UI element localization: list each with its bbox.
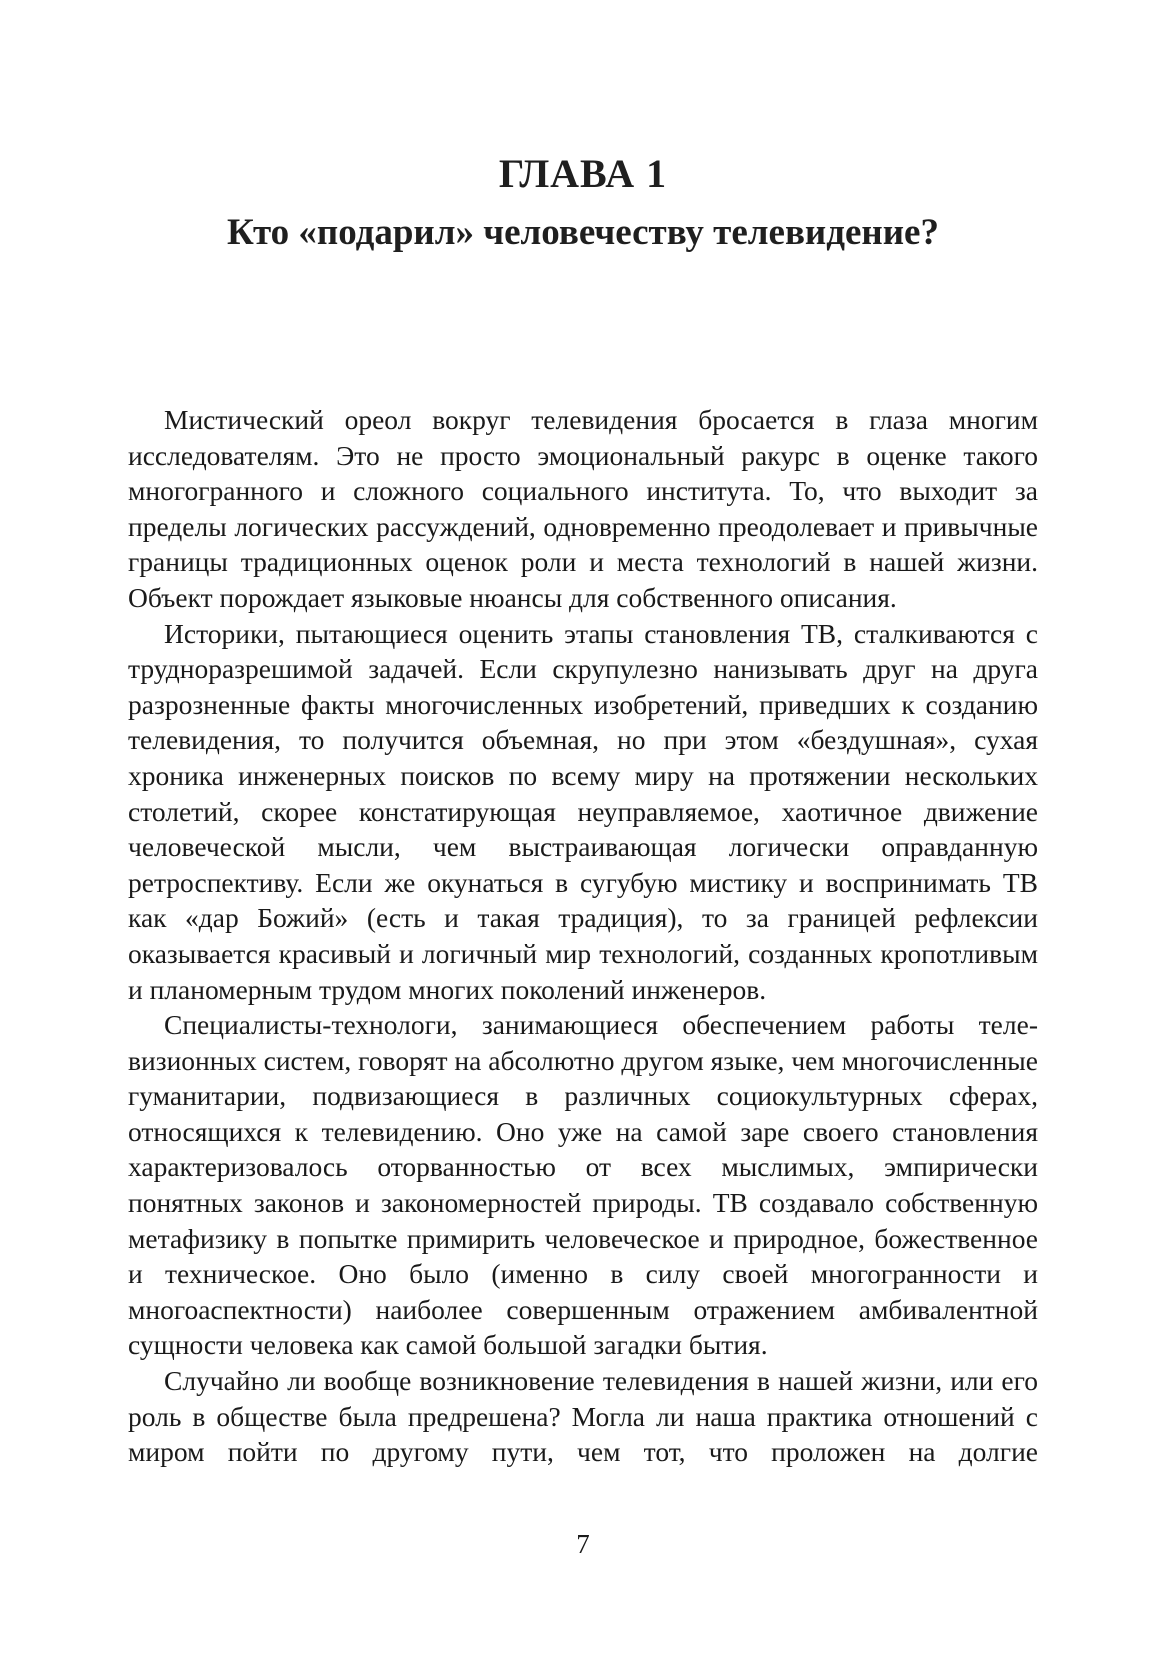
paragraph-3: Специалисты-технологи, занимающиеся обеспечением работы телевизионных систем, говорят на абсолютно другом языке, чем многочисленные гуманитарии, подвизающиеся в различных социокультурных сферах, относящихся к телевидению. Оно уже на самой заре своего становления характеризовалось оторванностью от всех мыслимых, эмпирически понятных законов и закономерностей природы. ТВ создавало собственную метафизику в попытке примирить человеческое и природное, божественное и техническое. Оно было (именно в силу своей многогранности и многоаспектности) наиболее совершенным отражением амбивалентной сущности человека как самой большой загадки бытия. bbox=[128, 1009, 1038, 1361]
paragraph-1: Мистический ореол вокруг телевидения бросается в глаза многим исследователям. Это не просто эмоциональный ракурс в оценке такого многогранного и сложного социального института. То, что выходит за пределы логических рассуждений, одновременно преодолевает и привычные границы традиционных оценок роли и места технологий в нашей жизни. Объект порождает языковые нюансы для собственного описания. bbox=[128, 404, 1038, 613]
page-number: 7 bbox=[576, 1529, 590, 1559]
paragraph-4: Случайно ли вообще возникновение телевидения в нашей жизни, или его роль в обществе была предрешена? Могла ли наша практика отношений с миром пойти по другому пути, чем тот, что проложен на долгие bbox=[128, 1365, 1038, 1468]
chapter-label: ГЛАВА 1 bbox=[498, 151, 668, 196]
chapter-heading bbox=[130, 148, 1036, 258]
chapter-title: Кто «подарил» человечеству телевидение? bbox=[227, 212, 939, 253]
body-text bbox=[128, 402, 1038, 1470]
paragraph-2: Историки, пытающиеся оценить этапы становления ТВ, сталкиваются с трудноразрешимой задачей. Если скрупулезно нанизывать друг на друга разрозненные факты многочисленных изобретений, приведших к созданию телевидения, то получится объемная, но при этом «бездушная», сухая хроника инженерных поисков по всему миру на протяжении нескольких столетий, скорее констатирующая неуправляемое, хаотичное движение человеческой мысли, чем выстраивающая логически оправданную ретроспективу. Если же окунаться в сугубую мистику и воспринимать ТВ как «дар Божий» (есть и такая традиция), то за границей рефлексии оказывается красивый и логичный мир технологий, созданных кропотливым и планомерным трудом многих поколений инженеров. bbox=[128, 617, 1038, 1005]
